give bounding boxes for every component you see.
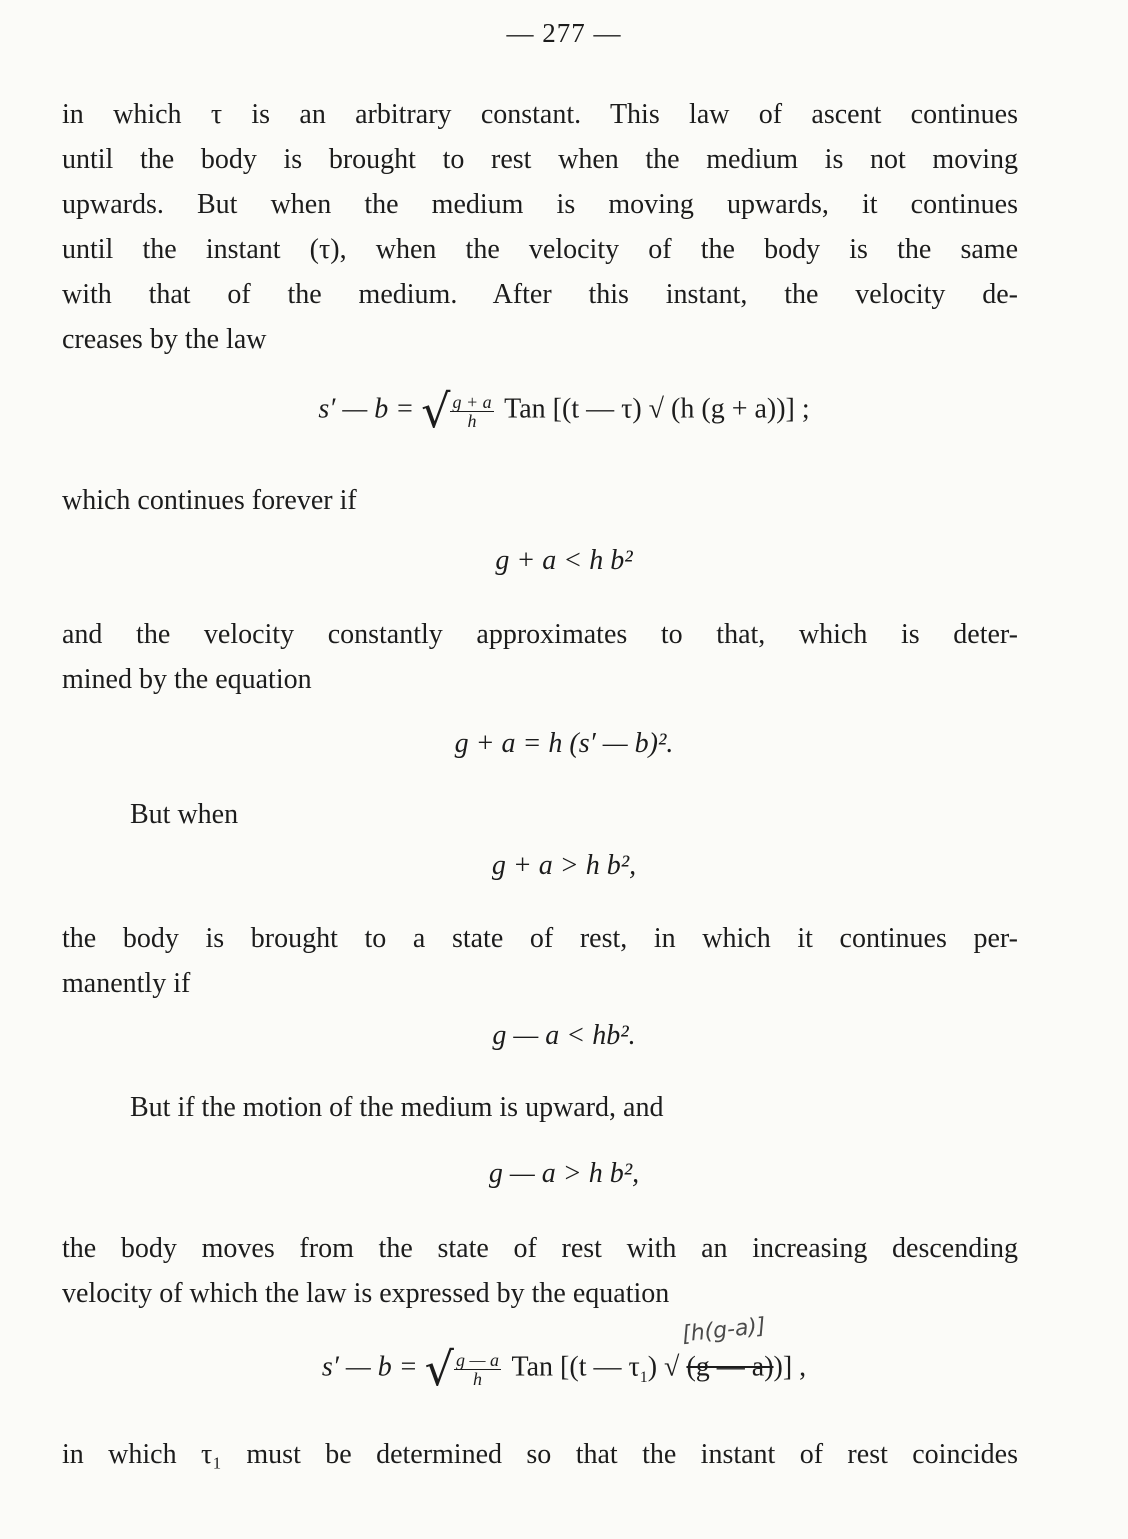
text-line: in which τ₁ must be determined so that the instant of rest coincides bbox=[62, 1439, 1018, 1470]
equation-lhs: s′ — b = bbox=[318, 393, 415, 425]
text-line: and the velocity constantly approximates to that, which is deter- bbox=[62, 619, 1018, 650]
page-number: — 277 — bbox=[506, 18, 622, 48]
struck-term: (g — a) bbox=[686, 1351, 774, 1383]
fraction bbox=[454, 1351, 501, 1388]
text-line: upwards. But when the medium is moving upwards, it continues bbox=[62, 189, 1018, 220]
equation-rhs: Tan [(t — τ) √ (h (g + a))] ; bbox=[504, 393, 810, 425]
equation-condition-3 bbox=[0, 1020, 1128, 1052]
paragraph-tau-one bbox=[62, 1432, 1018, 1477]
paragraph-medium-upward: But if the motion of the medium is upward, and bbox=[130, 1092, 664, 1123]
paragraph-forever bbox=[62, 478, 1018, 523]
equation-text: g + a > h b², bbox=[491, 850, 637, 881]
equation-condition-4 bbox=[0, 1158, 1128, 1190]
fraction-numerator: g — a bbox=[455, 1349, 499, 1370]
text-line: velocity of which the law is expressed by the equation bbox=[62, 1278, 670, 1309]
handwritten-annotation: [h(g-a)] bbox=[680, 1313, 767, 1348]
fraction-denominator: h bbox=[472, 1368, 482, 1389]
equation-velocity-decrease bbox=[0, 384, 1128, 438]
equation-terminal-velocity bbox=[0, 728, 1128, 760]
text-line: the body moves from the state of rest with an increasing descending bbox=[62, 1233, 1018, 1264]
equation-condition-1 bbox=[0, 545, 1128, 577]
sqrt-symbol: √ bbox=[421, 384, 451, 438]
text-line: which continues forever if bbox=[62, 485, 357, 516]
text-line: with that of the medium. After this instant, the velocity de- bbox=[62, 279, 1018, 310]
paragraph-ascent-law bbox=[62, 92, 1018, 362]
sqrt-symbol: √ bbox=[424, 1342, 454, 1396]
equation-lhs: s′ — b = bbox=[321, 1351, 418, 1383]
equation-rhs-part: Tan [(t — τ bbox=[511, 1351, 640, 1383]
text-line: mined by the equation bbox=[62, 664, 312, 695]
paragraph-but-when: But when bbox=[130, 799, 239, 830]
subscript: 1 bbox=[639, 1369, 648, 1387]
text-line: in which τ is an arbitrary constant. This law of ascent continues bbox=[62, 99, 1018, 130]
paragraph-descending bbox=[62, 1226, 1018, 1316]
text-line: creases by the law bbox=[62, 324, 267, 355]
fraction-numerator: g + a bbox=[452, 391, 492, 412]
equation-text: g — a < hb². bbox=[492, 1020, 636, 1051]
equation-condition-2 bbox=[0, 850, 1128, 882]
fraction-denominator: h bbox=[467, 410, 477, 431]
text-line: until the body is brought to rest when the medium is not moving bbox=[62, 144, 1018, 175]
text-line: the body is brought to a state of rest, in which it continues per- bbox=[62, 923, 1018, 954]
text-line: until the instant (τ), when the velocity of the body is the same bbox=[62, 234, 1018, 265]
equation-rhs-part: )] , bbox=[773, 1351, 807, 1383]
equation-text: g — a > h b², bbox=[488, 1158, 640, 1189]
equation-text: g + a = h (s′ — b)². bbox=[454, 728, 674, 759]
equation-rhs-part: ) √ bbox=[647, 1351, 687, 1383]
paragraph-state-of-rest bbox=[62, 916, 1018, 1006]
equation-text: g + a < h b² bbox=[495, 545, 633, 576]
fraction bbox=[450, 393, 493, 430]
text-line: manently if bbox=[62, 968, 191, 999]
equation-descending-velocity bbox=[0, 1342, 1128, 1396]
paragraph-approximates bbox=[62, 612, 1018, 702]
